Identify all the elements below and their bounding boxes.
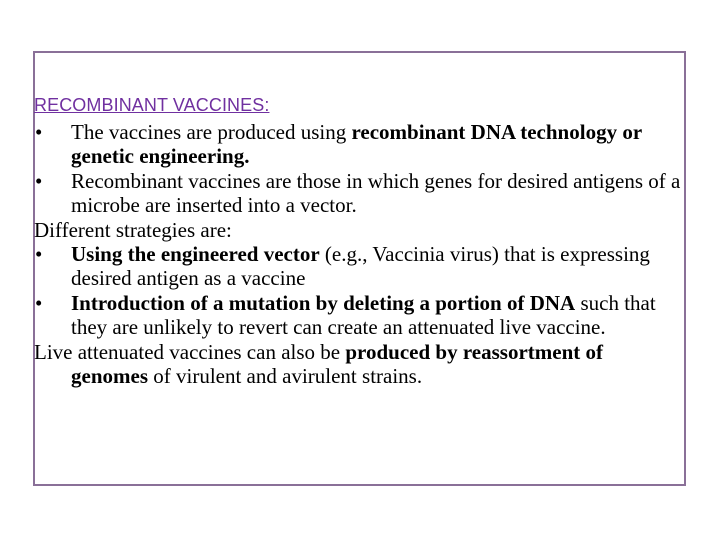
strategy-text: such that they are unlikely to revert can create an attenuated live vaccine. (71, 290, 656, 340)
closing-text-plain: Live attenuated vaccines can also be (34, 339, 346, 364)
closing-paragraph (34, 340, 684, 389)
bullet-text-bold: recombinant DNA technology or genetic engineering. (71, 120, 642, 169)
strategies-intro: Different strategies are: (34, 217, 232, 242)
bullet-icon: • (35, 290, 43, 315)
slide-heading: RECOMBINANT VACCINES: (34, 95, 270, 115)
strategy-text: (e.g., Vaccinia virus) that is expressing desired antigen as a vaccine (71, 242, 650, 291)
strategy-title: Introduction of a mutation by deleting a portion of DNA (71, 290, 576, 315)
closing-text-end: of virulent and avirulent strains. (148, 364, 423, 389)
bullet-icon: • (35, 242, 43, 267)
strategy-item-1 (34, 242, 684, 291)
bullet-text-plain: Recombinant vaccines are those in which genes for desired antigens of a microbe are inserted into a vector. (71, 168, 681, 218)
bullet-item-2 (34, 169, 684, 218)
bullet-icon: • (35, 168, 43, 193)
bullet-item-1 (34, 120, 684, 169)
bullet-text-plain: The vaccines are produced using (71, 120, 352, 144)
closing-text-bold: produced by reassortment of genomes (71, 339, 603, 389)
strategy-title: Using the engineered vector (71, 242, 320, 267)
bullet-icon: • (35, 120, 43, 144)
slide-content (34, 94, 684, 388)
strategy-item-2 (34, 291, 684, 340)
